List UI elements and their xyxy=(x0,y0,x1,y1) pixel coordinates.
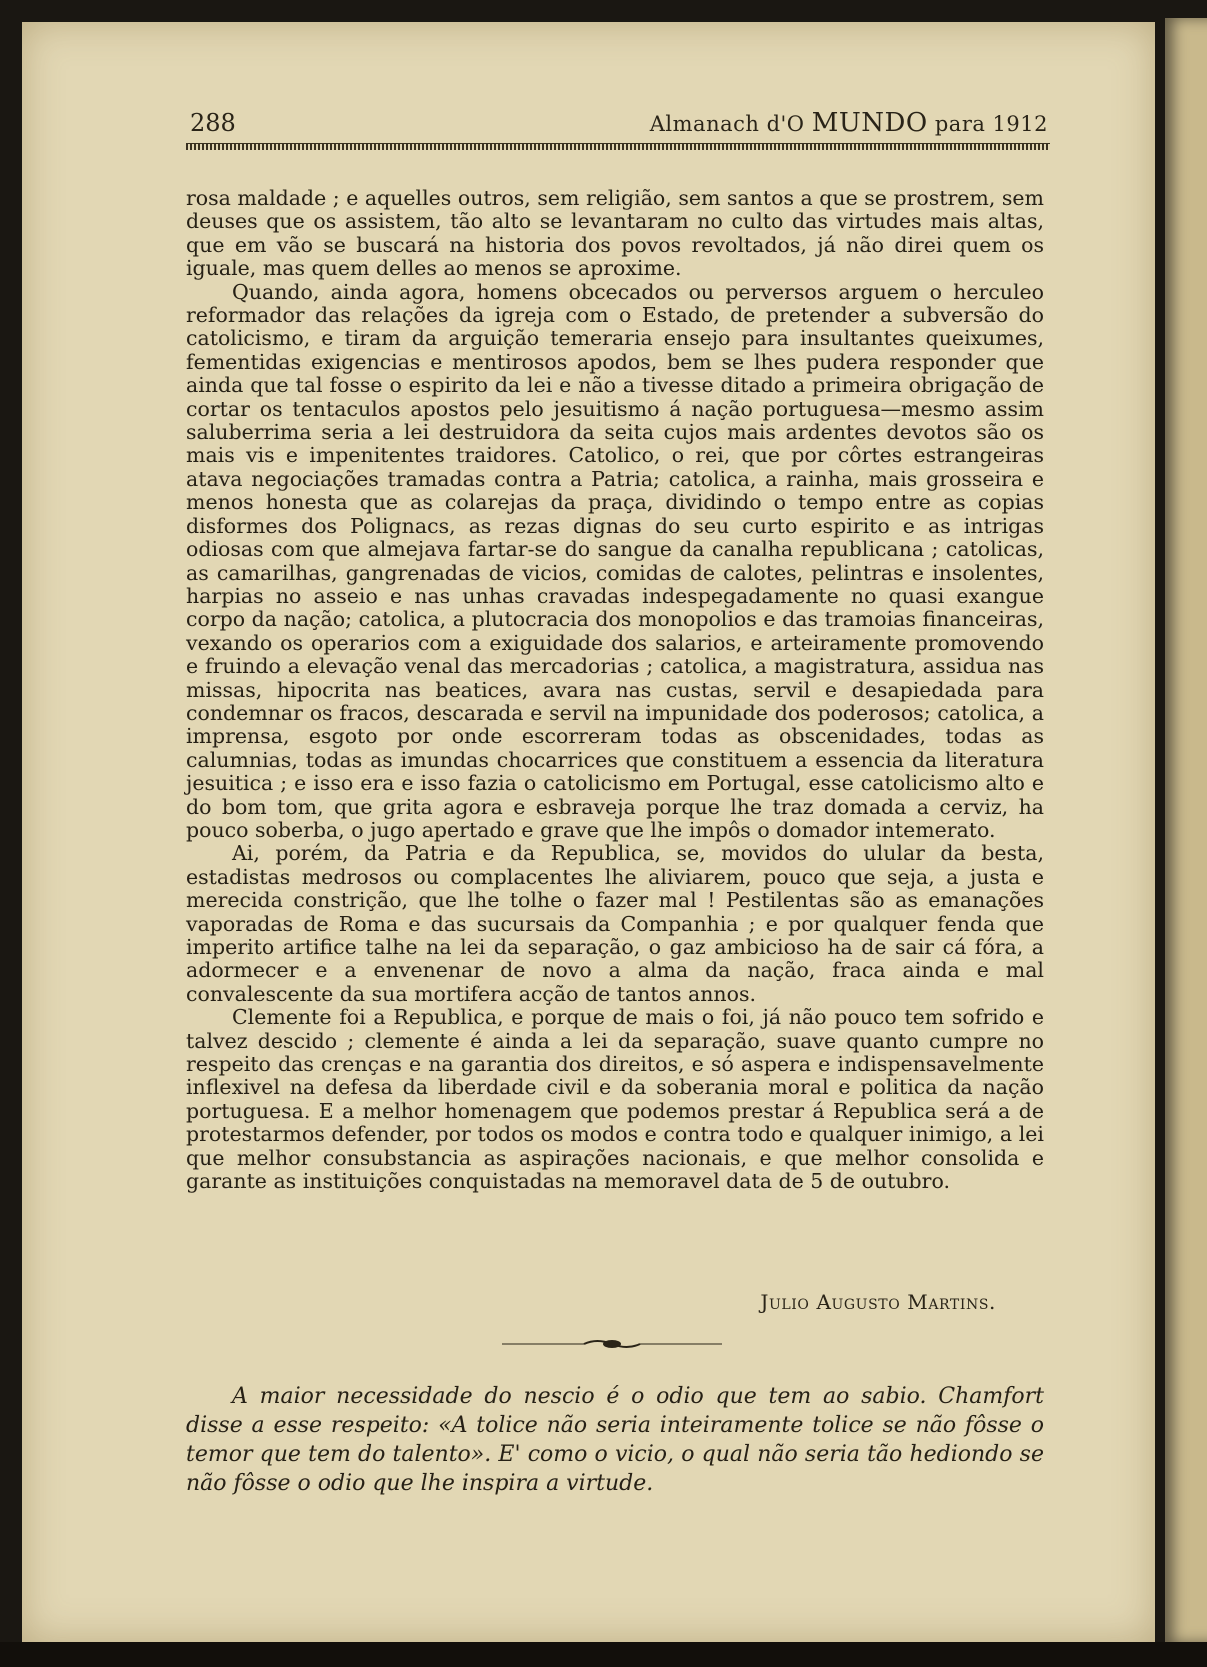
running-title xyxy=(650,108,1048,138)
facing-page-edge xyxy=(1165,18,1207,1643)
article-paragraph-3: Ai, porém, da Patria e da Republica, se, movidos do ulular da besta, estadistas medrosos ou complacentes lhe aliviarem, pouco que seja, a justa e merecida constrição, que lhe tolhe o fazer mal ! Pestilentas são as emanações vaporadas de Roma e das sucursais da Companhia ; e por qualquer fenda que imperito artifice talhe na lei da separação, o gaz ambicioso ha de sair cá fóra, a adormecer e a envenenar de novo a alma da nação, fraca ainda e mal convalescente da sua mortifera acção de tantos annos. xyxy=(186,841,1044,1006)
article-paragraph-4: Clemente foi a Republica, e porque de mais o foi, já não pouco tem sofrido e talvez descido ; clemente é ainda a lei da separação, suave quanto cumpre no respeito das crenças e na garantia dos direitos, e só aspera e indispensavelmente inflexivel na defesa da liberdade civil e da soberania moral e politica da nação portuguesa. E a melhor homenagem que podemos prestar á Republica será a de protestarmos defender, por todos os modos e contra todo e qualquer inimigo, a lei que melhor consubstancia as aspirações nacionais, e que melhor consolida e garante as instituições conquistadas na memoravel data de 5 de outubro. xyxy=(186,1005,1044,1194)
scan-border xyxy=(0,1642,1207,1667)
running-title-main: MUNDO xyxy=(811,108,928,138)
page-number: 288 xyxy=(190,109,236,137)
italic-quote xyxy=(186,1382,1044,1498)
running-title-suffix: para 1912 xyxy=(934,112,1048,136)
article-paragraph-1: rosa maldade ; e aquelles outros, sem religião, sem santos a que se prostrem, sem deuses que os assistem, tão alto se levantaram no culto das virtudes mais altas, que em vão se buscará na historia dos povos revoltados, já não direi quem os iguale, mas quem delles ao menos se aproxime. xyxy=(186,186,1044,281)
quote-text: A maior necessidade do nescio é o odio que tem ao sabio. Chamfort disse a esse respeito: «A tolice não seria inteiramente tolice se não fôsse o temor que tem do talento». E' como o vicio, o qual não seria tão hediondo se não fôsse o odio que lhe inspira a virtude. xyxy=(186,1384,1044,1496)
section-divider-ornament xyxy=(502,1336,722,1352)
page-header xyxy=(190,108,1048,142)
running-title-prefix: Almanach d'O xyxy=(649,112,805,136)
article-paragraph-2: Quando, ainda agora, homens obcecados ou perversos arguem o herculeo reformador das relações da igreja com o Estado, de pretender a subversão do catolicismo, e tiram da arguição temeraria ensejo para insultantes queixumes, fementidas exigencias e mentirosos apodos, bem se lhes pudera responder que ainda que tal fosse o espirito da lei e não a tivesse ditado a primeira obrigação de cortar os tentaculos apostos pelo jesuitismo á nação portuguesa—mesmo assim saluberrima seria a lei destruidora da seita cujos mais ardentes devotos são os mais vis e impenitentes traidores. Catolico, o rei, que por côrtes estrangeiras atava negociações tramadas contra a Patria; catolica, a rainha, mais grosseira e menos honesta que as colarejas da praça, dividindo o tempo entre as copias disformes dos Polignacs, as rezas dignas do seu curto espirito e as intrigas odiosas com que almejava fartar-se do sangue da canalha republicana ; catolicas, as camarilhas, gangrenadas de vicios, comidas de calotes, pelintras e insolentes, harpias no asseio e nas unhas cravadas indespegadamente no quasi exangue corpo da nação; catolica, a plutocracia dos monopolios e das tramoias financeiras, vexando os operarios com a exiguidade dos salarios, e arteiramente promovendo e fruindo a elevação venal das mercadorias ; catolica, a magistratura, assidua nas missas, hipocrita nas beatices, avara nas custas, servil e desapiedada para condemnar os fracos, descarada e servil na impunidade dos poderosos; catolica, a imprensa, esgoto por onde escorreram todas as obscenidades, todas as calumnias, todas as imundas chocarrices que constituem a essencia da literatura jesuitica ; e isso era e isso fazia o catolicismo em Portugal, esse catolicismo alto e do bom tom, que grita agora e esbraveja porque lhe traz domada a cerviz, ha pouco soberba, o jugo apertado e grave que lhe impôs o domador intemerato. xyxy=(186,279,1044,842)
article-body xyxy=(186,187,1044,1193)
author-signature: Julio Augusto Martins. xyxy=(760,1290,996,1314)
header-rule xyxy=(186,143,1050,150)
